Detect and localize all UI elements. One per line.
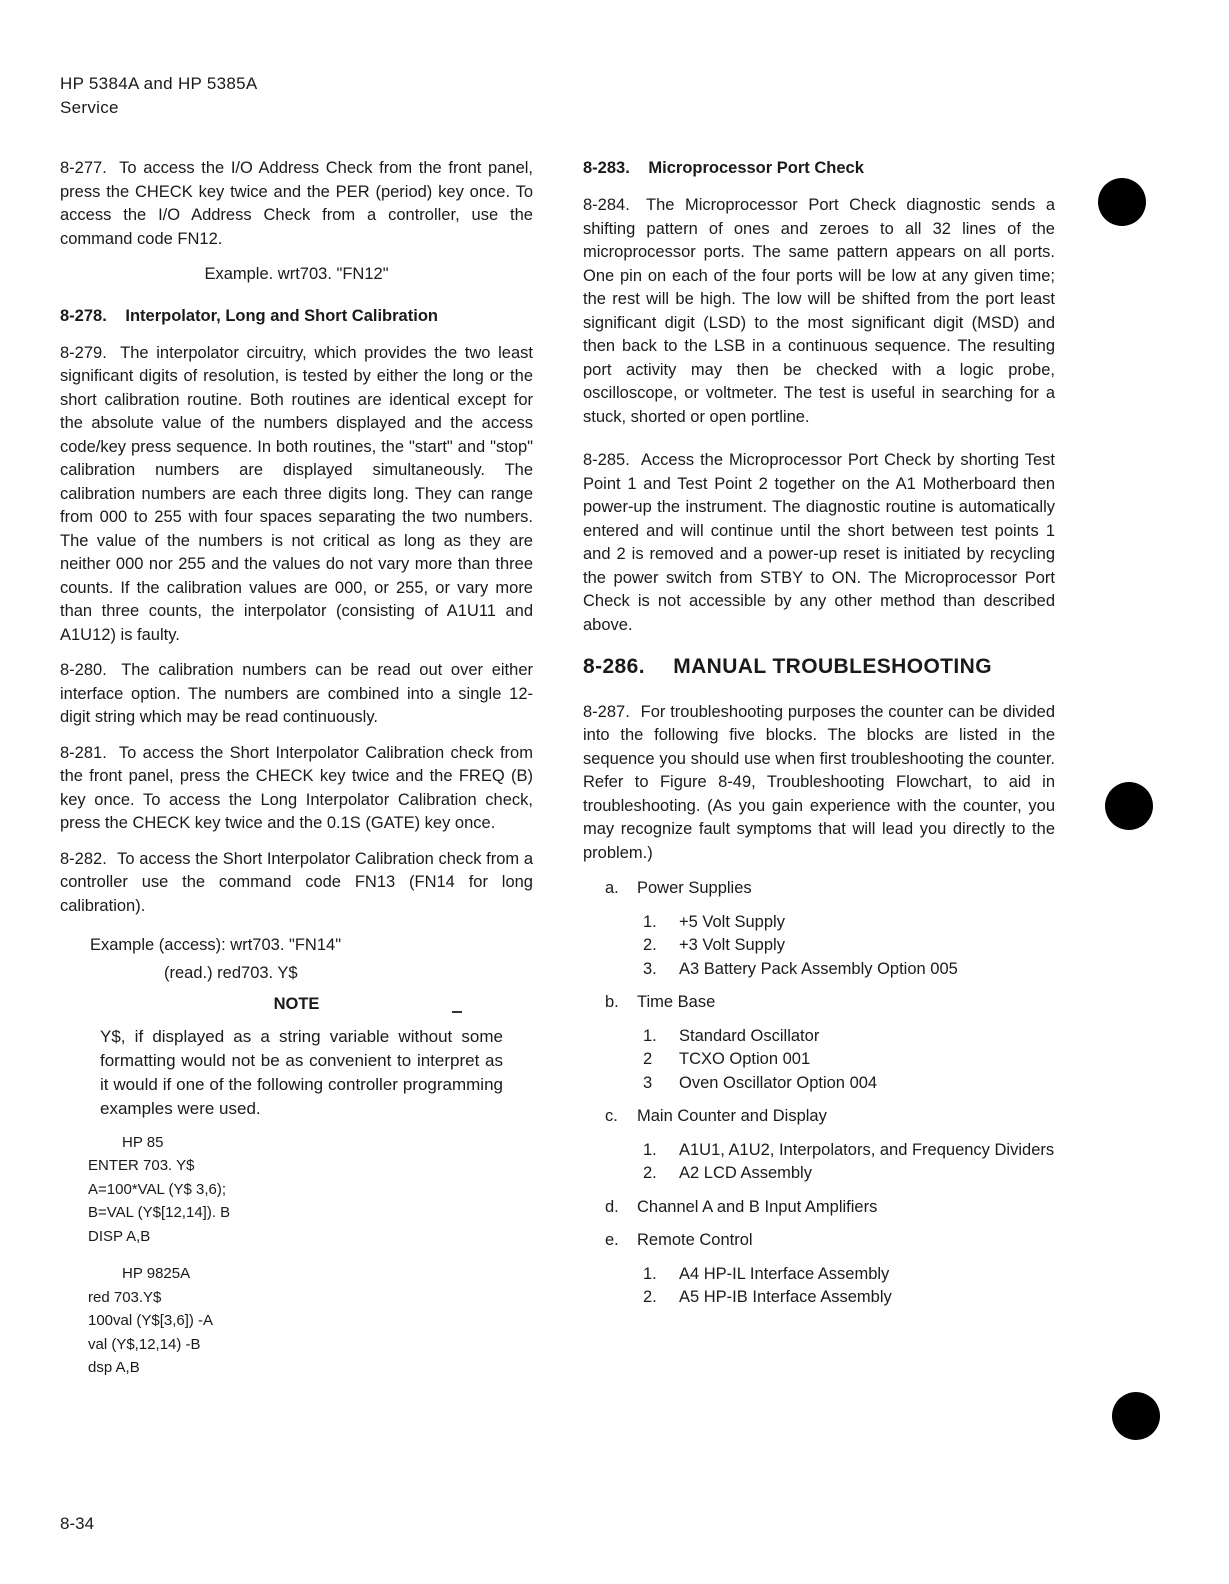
list-item bbox=[583, 991, 1055, 1095]
note-title: NOTE bbox=[273, 995, 320, 1013]
sub-number: 3. bbox=[643, 959, 657, 978]
paragraph-text: For troubleshooting purposes the counter can be divided into the following five blocks. The blocks are listed in the sequence you should use when first troubleshooting the counter. Refer to Figure 8-49, Troubleshooting Flowchart, to aid in troubleshooting. (As you gain experience with the counter, you may recognize fault symptoms that will lead you directly to the problem.) bbox=[583, 702, 1055, 862]
heading-8-283 bbox=[583, 157, 1055, 180]
list-label: Remote Control bbox=[637, 1231, 753, 1249]
sub-text: Oven Oscillator Option 004 bbox=[679, 1073, 878, 1092]
sub-list bbox=[643, 911, 1055, 982]
heading-title: Interpolator, Long and Short Calibration bbox=[125, 306, 438, 325]
sub-text: A3 Battery Pack Assembly Option 005 bbox=[679, 959, 958, 978]
sub-number: 1. bbox=[643, 1140, 657, 1159]
heading-number: 8-278. bbox=[60, 306, 107, 325]
binder-hole-top bbox=[1098, 178, 1146, 226]
sub-item bbox=[643, 934, 1055, 958]
note-text: Y$, if displayed as a string variable without some formatting would not be as convenient to interpret as it would if one of the following controller programming examples were used. bbox=[100, 1026, 503, 1118]
paragraph-text: To access the Short Interpolator Calibration check from the front panel, press the CHECK key twice and the FREQ (B) key once. To access the Long Interpolator Calibration check, press the CHECK key twice and the 0.1S (GATE) key once. bbox=[60, 743, 533, 832]
paragraph-number: 8-285. bbox=[583, 451, 630, 469]
sub-item bbox=[643, 1263, 1055, 1287]
paragraph-text: The interpolator circuitry, which provides the two least significant digits of resolution, is tested by either the long or the short calibration routine. Both routines are identical except for the absolute value of the numbers displayed and the access code/key press sequence. In both routines, the "start" and "stop" calibration numbers are displayed simultaneously. The calibration numbers are each three digits long. They can range from 000 to 255 with four spaces separating the two numbers. The value of the numbers is not critical as long as they are neither 000 nor 255 and the values do not vary more than three counts. If the calibration values are 000, or 255, or vary more than three counts, the interpolator (consisting of A1U11 and A1U12) is faulty. bbox=[60, 343, 533, 644]
sub-number: 2. bbox=[643, 1164, 657, 1182]
code-line: dsp A,B bbox=[88, 1359, 140, 1376]
list-label: Channel A and B Input Amplifiers bbox=[637, 1197, 878, 1216]
paragraph-8-281 bbox=[60, 742, 533, 836]
sub-item bbox=[643, 1139, 1055, 1163]
code-hp9825a bbox=[88, 1262, 533, 1380]
sub-text: +5 Volt Supply bbox=[679, 912, 785, 931]
sub-text: TCXO Option 001 bbox=[679, 1050, 811, 1068]
code-hp85 bbox=[88, 1131, 533, 1249]
binder-hole-middle bbox=[1105, 782, 1153, 830]
example-read: (read.) red703. Y$ bbox=[164, 963, 298, 982]
sub-list bbox=[643, 1263, 1055, 1310]
sub-number: 1. bbox=[643, 912, 657, 931]
paragraph-8-284 bbox=[583, 194, 1055, 429]
paragraph-number: 8-277. bbox=[60, 159, 107, 177]
list-letter: b. bbox=[605, 993, 619, 1011]
header-model: HP 5384A and HP 5385A bbox=[60, 74, 258, 93]
heading-8-278 bbox=[60, 305, 533, 328]
sub-number: 2 bbox=[643, 1050, 653, 1068]
sub-list bbox=[643, 1139, 1055, 1186]
code-line: red 703.Y$ bbox=[88, 1288, 162, 1306]
paragraph-8-279 bbox=[60, 342, 533, 648]
list-item bbox=[583, 1196, 1055, 1220]
list-label: Main Counter and Display bbox=[637, 1107, 827, 1125]
code-line: B=VAL (Y$[12,14]). B bbox=[88, 1204, 231, 1221]
sub-number: 2. bbox=[643, 936, 657, 954]
paragraph-number: 8-279. bbox=[60, 343, 107, 362]
paragraph-text: To access the I/O Address Check from the front panel, press the CHECK key twice and the PER (period) key once. To access the I/O Address Check from a controller, use the command code FN12. bbox=[60, 159, 533, 248]
sub-item bbox=[643, 1072, 1055, 1096]
sub-text: A2 LCD Assembly bbox=[679, 1164, 812, 1182]
list-item bbox=[583, 1229, 1055, 1310]
header-section: Service bbox=[60, 98, 119, 117]
stray-mark bbox=[452, 1011, 462, 1013]
sub-text: A1U1, A1U2, Interpolators, and Frequency Dividers bbox=[679, 1140, 1055, 1159]
list-letter: a. bbox=[605, 879, 619, 897]
example-8-277: Example. wrt703. "FN12" bbox=[204, 265, 389, 283]
code-line: DISP A,B bbox=[88, 1227, 151, 1245]
troubleshooting-blocks bbox=[583, 877, 1055, 1310]
page-number: 8-34 bbox=[60, 1514, 95, 1533]
paragraph-number: 8-284. bbox=[583, 196, 630, 214]
paragraph-text: Access the Microprocessor Port Check by shorting Test Point 1 and Test Point 2 together on the A1 Motherboard then power-up the instrument. The diagnostic routine is automatically entered and will continue until the short between test points 1 and 2 is removed and a power-up reset is initiated by recycling the power switch from STBY to ON. The Microprocessor Port Check is not accessible by any other method than described above. bbox=[583, 451, 1055, 634]
sub-item bbox=[643, 958, 1055, 982]
code-title: HP 85 bbox=[122, 1133, 164, 1151]
list-letter: d. bbox=[605, 1197, 619, 1216]
binder-hole-bottom bbox=[1112, 1392, 1160, 1440]
heading-number: 8-283. bbox=[583, 159, 630, 177]
page-header bbox=[60, 72, 258, 120]
list-letter: c. bbox=[605, 1107, 618, 1125]
paragraph-number: 8-280. bbox=[60, 661, 107, 679]
sub-text: +3 Volt Supply bbox=[679, 936, 785, 954]
paragraph-text: To access the Short Interpolator Calibration check from a controller use the command code FN13 (FN14 for long calibration). bbox=[60, 849, 533, 915]
paragraph-8-287 bbox=[583, 701, 1055, 866]
example-access: Example (access): wrt703. "FN14" bbox=[90, 936, 342, 954]
paragraph-8-282 bbox=[60, 848, 533, 919]
code-line: ENTER 703. Y$ bbox=[88, 1157, 195, 1174]
code-line: 100val (Y$[3,6]) -A bbox=[88, 1312, 214, 1329]
sub-text: A5 HP-IB Interface Assembly bbox=[679, 1288, 892, 1306]
list-item bbox=[583, 1105, 1055, 1186]
heading-8-286 bbox=[583, 655, 1055, 679]
sub-item bbox=[643, 1162, 1055, 1186]
paragraph-text: The calibration numbers can be read out over either interface option. The numbers are combined into a single 12-digit string which may be read continuously. bbox=[60, 661, 533, 726]
paragraph-8-280 bbox=[60, 659, 533, 730]
sub-number: 2. bbox=[643, 1288, 657, 1306]
heading-title: Microprocessor Port Check bbox=[648, 159, 864, 177]
sub-number: 1. bbox=[643, 1264, 657, 1283]
sub-text: Standard Oscillator bbox=[679, 1026, 820, 1045]
sub-number: 1. bbox=[643, 1026, 657, 1045]
sub-number: 3 bbox=[643, 1073, 653, 1092]
sub-item bbox=[643, 1286, 1055, 1310]
left-column bbox=[60, 157, 533, 1380]
heading-number: 8-286. bbox=[583, 655, 645, 678]
code-line: A=100*VAL (Y$ 3,6); bbox=[88, 1180, 227, 1198]
sub-item bbox=[643, 1048, 1055, 1072]
paragraph-number: 8-287. bbox=[583, 702, 630, 721]
list-label: Time Base bbox=[637, 993, 716, 1011]
list-item bbox=[583, 877, 1055, 981]
sub-list bbox=[643, 1025, 1055, 1096]
sub-item bbox=[643, 1025, 1055, 1049]
sub-item bbox=[643, 911, 1055, 935]
paragraph-8-277 bbox=[60, 157, 533, 251]
list-letter: e. bbox=[605, 1231, 619, 1249]
paragraph-text: The Microprocessor Port Check diagnostic sends a shifting pattern of ones and zeroes to all 32 lines of the microprocessor ports. The same pattern appears on all ports. One pin on each of the four ports will be low at any given time; the rest will be high. The low will be shifted from the port least significant digit (LSD) to the most significant digit (MSD) and then back to the LSB in a continuous sequence. The resulting port activity may then be checked with a logic probe, oscilloscope, or voltmeter. The test is useful in searching for a stuck, shorted or open portline. bbox=[583, 196, 1056, 426]
code-line: val (Y$,12,14) -B bbox=[88, 1335, 201, 1353]
list-label: Power Supplies bbox=[637, 879, 752, 897]
heading-title: MANUAL TROUBLESHOOTING bbox=[673, 655, 992, 678]
paragraph-number: 8-281. bbox=[60, 743, 107, 762]
code-title: HP 9825A bbox=[122, 1265, 191, 1282]
sub-text: A4 HP-IL Interface Assembly bbox=[679, 1264, 890, 1283]
paragraph-number: 8-282. bbox=[60, 849, 107, 868]
right-column bbox=[583, 157, 1055, 1320]
paragraph-8-285 bbox=[583, 449, 1055, 637]
